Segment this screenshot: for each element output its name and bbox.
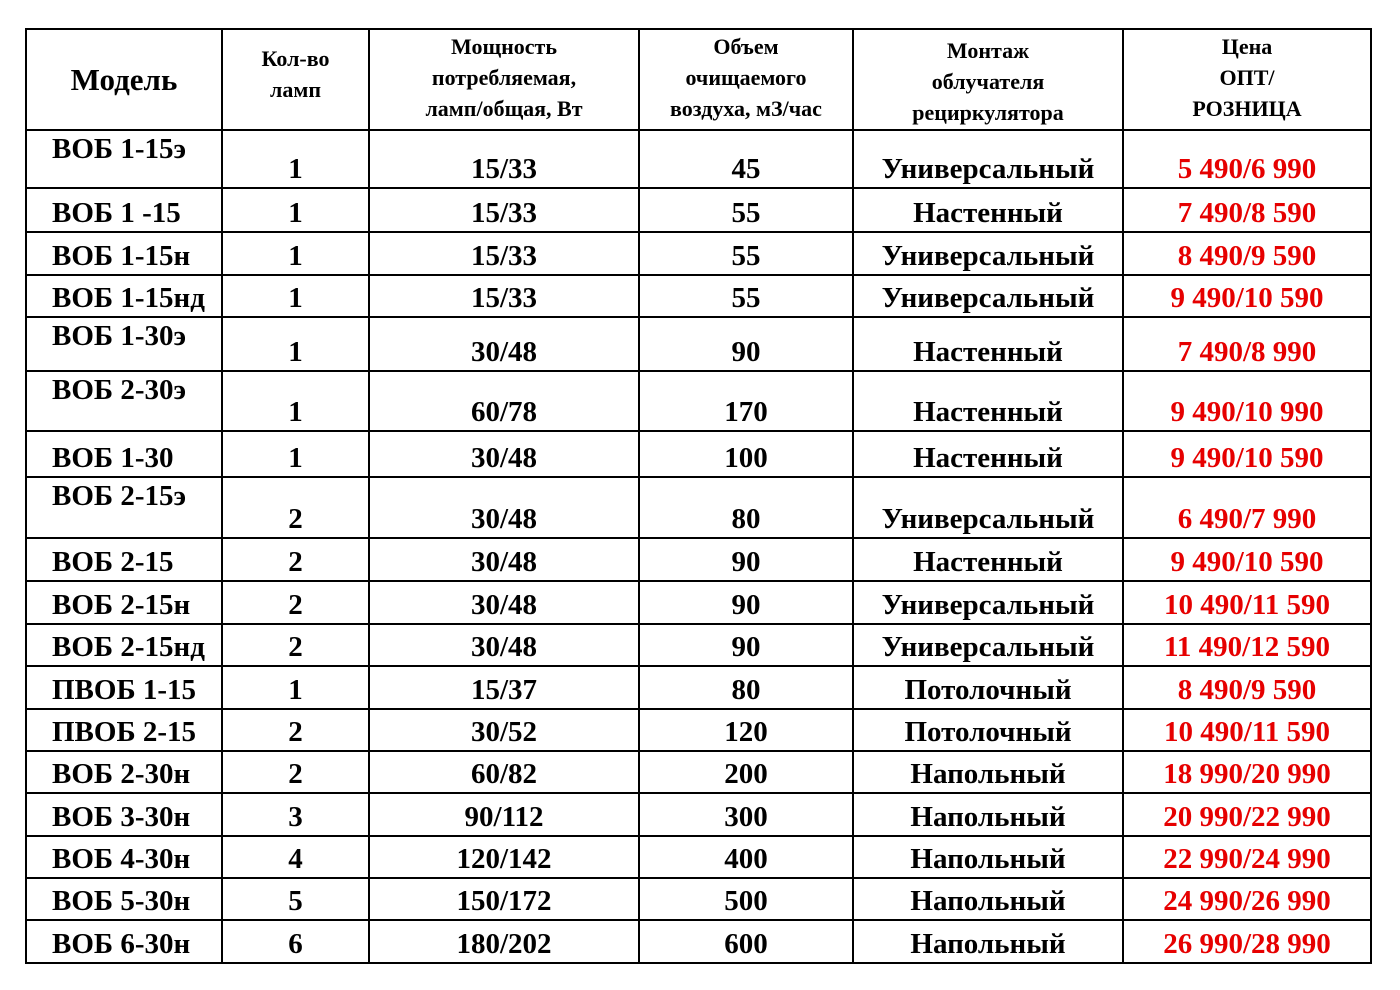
table-row <box>26 793 1371 836</box>
cell-price: 24 990/26 990 <box>1123 878 1371 920</box>
cell-volume: 500 <box>639 878 853 920</box>
cell-volume: 400 <box>639 836 853 878</box>
header-volume-line: очищаемого <box>685 65 807 90</box>
cell-model: ВОБ 2-30э <box>26 371 222 431</box>
cell-price: 5 490/6 990 <box>1123 130 1371 188</box>
cell-model: ВОБ 2-15 <box>26 538 222 581</box>
table-row <box>26 878 1371 920</box>
cell-price: 18 990/20 990 <box>1123 751 1371 793</box>
cell-price: 8 490/9 590 <box>1123 232 1371 275</box>
cell-lamps: 1 <box>222 130 369 188</box>
header-power <box>369 29 639 130</box>
cell-lamps: 1 <box>222 431 369 477</box>
table-row <box>26 188 1371 232</box>
cell-power: 120/142 <box>369 836 639 878</box>
cell-price: 9 490/10 590 <box>1123 275 1371 317</box>
table-row <box>26 371 1371 431</box>
table-row <box>26 275 1371 317</box>
cell-power: 60/78 <box>369 371 639 431</box>
table-row <box>26 130 1371 188</box>
cell-lamps: 2 <box>222 581 369 624</box>
cell-volume: 90 <box>639 317 853 371</box>
cell-model: ВОБ 5-30н <box>26 878 222 920</box>
cell-lamps: 1 <box>222 232 369 275</box>
header-power-line: потребляемая, <box>431 65 577 90</box>
cell-price: 10 490/11 590 <box>1123 709 1371 751</box>
cell-lamps: 2 <box>222 477 369 538</box>
header-power-line: Мощность <box>451 34 557 59</box>
cell-model: ВОБ 3-30н <box>26 793 222 836</box>
cell-model: ВОБ 1 -15 <box>26 188 222 232</box>
cell-volume: 80 <box>639 666 853 709</box>
cell-power: 15/33 <box>369 275 639 317</box>
cell-price: 9 490/10 590 <box>1123 538 1371 581</box>
cell-volume: 100 <box>639 431 853 477</box>
cell-mount: Напольный <box>853 751 1123 793</box>
cell-power: 15/33 <box>369 232 639 275</box>
cell-power: 15/33 <box>369 130 639 188</box>
cell-power: 15/33 <box>369 188 639 232</box>
table-row <box>26 624 1371 666</box>
cell-power: 180/202 <box>369 920 639 963</box>
cell-mount: Настенный <box>853 431 1123 477</box>
cell-lamps: 4 <box>222 836 369 878</box>
cell-lamps: 1 <box>222 317 369 371</box>
cell-mount: Напольный <box>853 878 1123 920</box>
cell-price: 10 490/11 590 <box>1123 581 1371 624</box>
cell-power: 30/48 <box>369 317 639 371</box>
price-table <box>25 28 1372 964</box>
cell-volume: 200 <box>639 751 853 793</box>
cell-mount: Потолочный <box>853 709 1123 751</box>
table-row <box>26 477 1371 538</box>
cell-model: ВОБ 1-30 <box>26 431 222 477</box>
table-row <box>26 317 1371 371</box>
cell-model: ВОБ 2-15э <box>26 477 222 538</box>
header-mount-line: Монтаж <box>946 38 1030 63</box>
cell-volume: 170 <box>639 371 853 431</box>
cell-lamps: 2 <box>222 751 369 793</box>
cell-price: 7 490/8 590 <box>1123 188 1371 232</box>
cell-price: 9 490/10 590 <box>1123 431 1371 477</box>
header-price-line: РОЗНИЦА <box>1192 96 1302 121</box>
cell-mount: Потолочный <box>853 666 1123 709</box>
cell-mount: Настенный <box>853 188 1123 232</box>
cell-power: 30/48 <box>369 538 639 581</box>
table-row <box>26 666 1371 709</box>
table-row <box>26 836 1371 878</box>
header-power-line: ламп/общая, Вт <box>425 96 583 121</box>
cell-price: 8 490/9 590 <box>1123 666 1371 709</box>
cell-model: ВОБ 2-30н <box>26 751 222 793</box>
cell-volume: 600 <box>639 920 853 963</box>
cell-mount: Универсальный <box>853 581 1123 624</box>
table-row <box>26 232 1371 275</box>
cell-lamps: 6 <box>222 920 369 963</box>
cell-lamps: 1 <box>222 275 369 317</box>
cell-mount: Универсальный <box>853 624 1123 666</box>
cell-power: 30/48 <box>369 477 639 538</box>
header-volume-line: воздуха, мЗ/час <box>670 96 822 121</box>
cell-lamps: 3 <box>222 793 369 836</box>
cell-lamps: 5 <box>222 878 369 920</box>
header-model: Модель <box>26 29 222 130</box>
table-body <box>26 130 1371 963</box>
cell-power: 30/48 <box>369 624 639 666</box>
cell-mount: Настенный <box>853 371 1123 431</box>
cell-model: ВОБ 2-15нд <box>26 624 222 666</box>
cell-power: 90/112 <box>369 793 639 836</box>
cell-lamps: 1 <box>222 371 369 431</box>
cell-mount: Универсальный <box>853 477 1123 538</box>
cell-mount: Напольный <box>853 920 1123 963</box>
cell-volume: 90 <box>639 581 853 624</box>
header-volume <box>639 29 853 130</box>
cell-model: ВОБ 6-30н <box>26 920 222 963</box>
header-price-line: ОПТ/ <box>1219 65 1275 90</box>
table-row <box>26 581 1371 624</box>
cell-volume: 90 <box>639 624 853 666</box>
cell-mount: Напольный <box>853 793 1123 836</box>
cell-price: 26 990/28 990 <box>1123 920 1371 963</box>
cell-mount: Напольный <box>853 836 1123 878</box>
header-price <box>1123 29 1371 130</box>
cell-model: ВОБ 4-30н <box>26 836 222 878</box>
cell-mount: Универсальный <box>853 130 1123 188</box>
cell-model: ПВОБ 2-15 <box>26 709 222 751</box>
cell-price: 20 990/22 990 <box>1123 793 1371 836</box>
cell-volume: 300 <box>639 793 853 836</box>
header-mount <box>853 29 1123 130</box>
table-row <box>26 920 1371 963</box>
cell-volume: 80 <box>639 477 853 538</box>
table-row <box>26 751 1371 793</box>
cell-price: 7 490/8 990 <box>1123 317 1371 371</box>
table-row <box>26 431 1371 477</box>
cell-power: 15/37 <box>369 666 639 709</box>
cell-power: 60/82 <box>369 751 639 793</box>
cell-lamps: 2 <box>222 538 369 581</box>
header-mount-line: рециркулятора <box>912 100 1064 125</box>
cell-power: 30/52 <box>369 709 639 751</box>
header-lamps-line: Кол-во <box>261 45 330 71</box>
header-mount-line: облучателя <box>931 69 1045 94</box>
cell-model: ВОБ 1-15н <box>26 232 222 275</box>
cell-lamps: 1 <box>222 188 369 232</box>
cell-power: 30/48 <box>369 431 639 477</box>
cell-volume: 55 <box>639 188 853 232</box>
cell-volume: 90 <box>639 538 853 581</box>
cell-volume: 120 <box>639 709 853 751</box>
cell-lamps: 2 <box>222 709 369 751</box>
cell-mount: Настенный <box>853 317 1123 371</box>
cell-price: 22 990/24 990 <box>1123 836 1371 878</box>
cell-volume: 55 <box>639 232 853 275</box>
cell-price: 9 490/10 990 <box>1123 371 1371 431</box>
cell-volume: 55 <box>639 275 853 317</box>
header-price-line: Цена <box>1221 34 1273 59</box>
cell-lamps: 1 <box>222 666 369 709</box>
cell-mount: Универсальный <box>853 275 1123 317</box>
table-row <box>26 538 1371 581</box>
header-lamps-line: ламп <box>269 76 321 102</box>
table-row <box>26 709 1371 751</box>
cell-volume: 45 <box>639 130 853 188</box>
cell-price: 6 490/7 990 <box>1123 477 1371 538</box>
cell-model: ВОБ 1-15нд <box>26 275 222 317</box>
cell-price: 11 490/12 590 <box>1123 624 1371 666</box>
cell-model: ВОБ 1-15э <box>26 130 222 188</box>
cell-lamps: 2 <box>222 624 369 666</box>
cell-mount: Настенный <box>853 538 1123 581</box>
header-volume-line: Объем <box>713 34 779 59</box>
cell-model: ВОБ 2-15н <box>26 581 222 624</box>
header-row <box>26 29 1371 130</box>
cell-model: ПВОБ 1-15 <box>26 666 222 709</box>
cell-mount: Универсальный <box>853 232 1123 275</box>
cell-power: 30/48 <box>369 581 639 624</box>
cell-model: ВОБ 1-30э <box>26 317 222 371</box>
header-lamps <box>222 29 369 130</box>
cell-power: 150/172 <box>369 878 639 920</box>
